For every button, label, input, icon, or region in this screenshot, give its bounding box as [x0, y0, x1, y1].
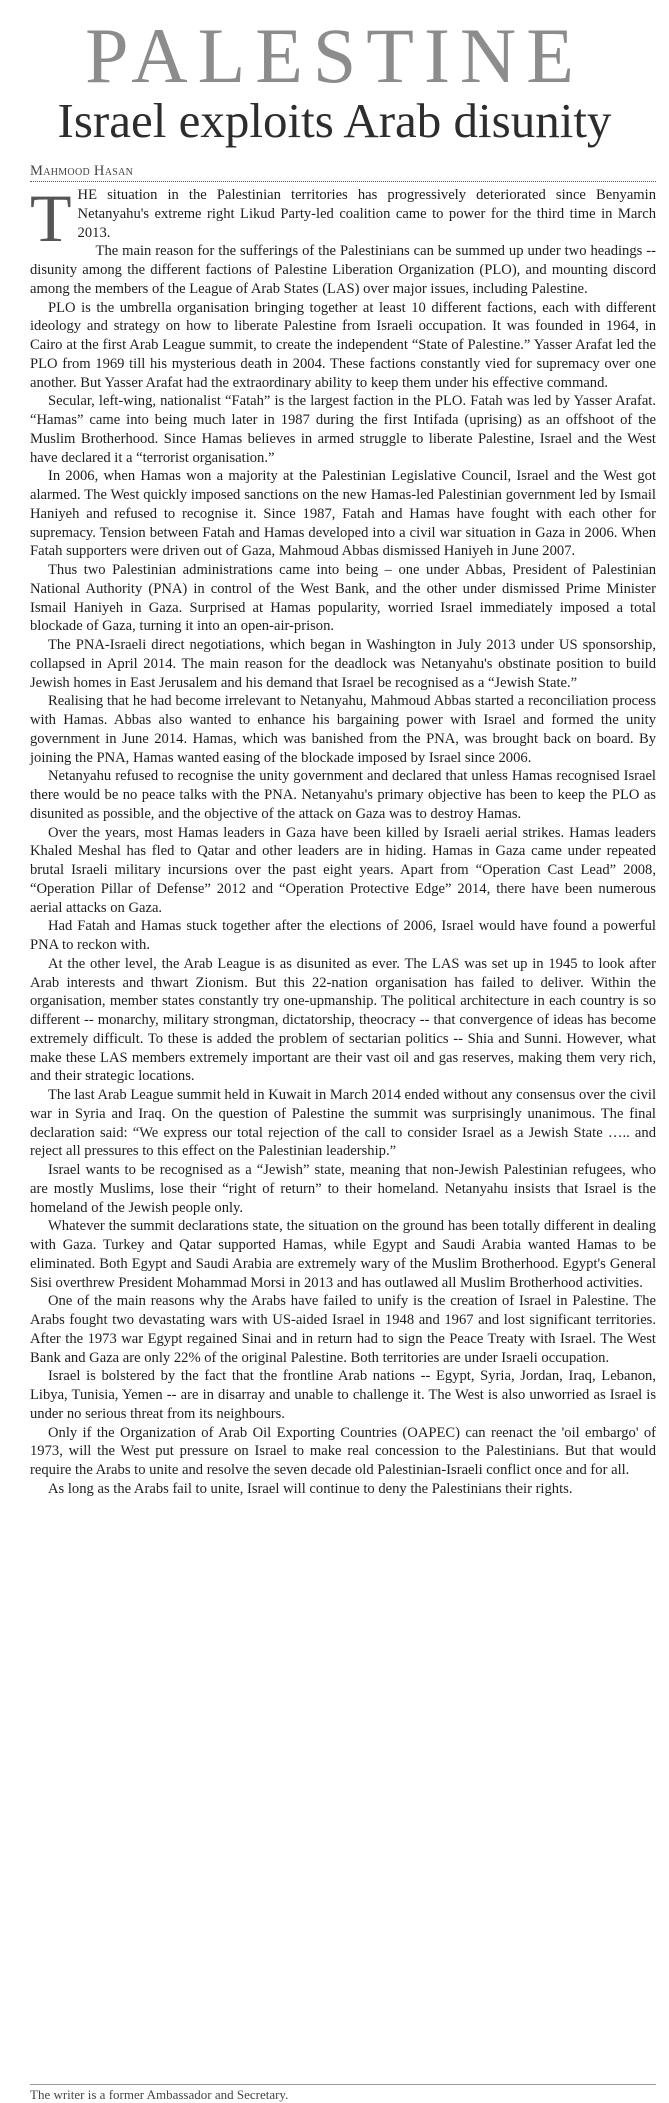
paragraph-4: Secular, left-wing, nationalist “Fatah” is the largest faction in the PLO. Fatah was led by Yasser Arafat. “Hamas” came into being much later in 1987 during the first Intifada (uprising) as an offshoot of the Muslim Brotherhood. Since Hamas believes in armed struggle to liberate Palestine, Israel and the West have declared it a “terrorist organisation.”	[30, 393, 656, 466]
author-note: The writer is a former Ambassador and Secretary.	[30, 2087, 289, 2102]
paragraph-8: Realising that he had become irrelevant to Netanyahu, Mahmoud Abbas started a reconciliation process with Hamas. Abbas also wanted to enhance his bargaining power with Israel and formed the unity government in June 2014. Hamas, which was banished from the PNA, was brought back on board. By joining the PNA, Hamas wanted easing of the blockade imposed by Israel since 2006.	[30, 693, 656, 766]
paragraph-6: Thus two Palestinian administrations came into being – one under Abbas, President of Palestinian National Authority (PNA) in control of the West Bank, and the other under dismissed Prime Minister Ismail Haniyeh in Gaza. Surprised at Hamas popularity, worried Israel immediately imposed a total blockade of Gaza, turning it into an open-air-prison.	[30, 562, 656, 635]
paragraph-19: As long as the Arabs fail to unite, Israel will continue to deny the Palestinians their rights.	[48, 1480, 573, 1497]
paragraph-10: Over the years, most Hamas leaders in Gaza have been killed by Israeli aerial strikes. Hamas leaders Khaled Meshal has fled to Qatar and other leaders are in hiding. Hamas in Gaza came under repeated brutal Israeli military incursions over the past eight years. Apart from “Operation Cast Lead” 2008, “Operation Pillar of Defense” 2012 and “Operation Protective Edge” 2014, there have been numerous aerial attacks on Gaza.	[30, 824, 656, 916]
paragraph-1: THE situation in the Palestinian territories has progressively deteriorated since Benyamin Netanyahu's extreme right Likud Party-led coalition came to power for the third time in March 2013.	[30, 180, 656, 256]
paragraph-5: In 2006, when Hamas won a majority at the Palestinian Legislative Council, Israel and the West got alarmed. The West quickly imposed sanctions on the new Hamas-led Palestinian government led by Ismail Haniyeh and refused to recognise it. Since 1987, Fatah and Hamas have fought with each other for supremacy. Tension between Fatah and Hamas developed into a civil war situation in Gaza in 2006. When Fatah supporters were driven out of Gaza, Mahmoud Abbas dismissed Haniyeh in June 2007.	[30, 468, 656, 560]
paragraph-12: At the other level, the Arab League is as disunited as ever. The LAS was set up in 1945 to look after Arab interests and thwart Zionism. But this 22-nation organisation has failed to deliver. Within the organisation, member states constantly try one-upmanship. The political architecture in each country is so different -- monarchy, military strongman, dictatorship, theocracy -- that convergence of ideas has become extremely difficult. To these is added the problem of sectarian politics -- Shia and Sunni. However, what make these LAS members extremely important are their vast oil and gas reserves, making them very rich, and their strategic locations.	[30, 955, 656, 1085]
paragraph-13: The last Arab League summit held in Kuwait in March 2014 ended without any consensus over the civil war in Syria and Iraq. On the question of Palestine the summit was surprisingly unanimous. The final declaration said: “We express our total rejection of the call to consider Israel as a Jewish State ….. and reject all pressures to this effect on the Palestinian leadership.”	[30, 1087, 656, 1160]
paragraph-3: PLO is the umbrella organisation bringing together at least 10 different factions, each with different ideology and strategy on how to liberate Palestine from Israeli occupation. It was founded in 1964, in Cairo at the first Arab League summit, to create the independent “State of Palestine.” Yasser Arafat led the PLO from 1969 till his mysterious death in 2004. These factions constantly vied for supremacy over one another. But Yasser Arafat had the extraordinary ability to keep them under his effective command.	[30, 299, 656, 391]
paragraph-14: Israel wants to be recognised as a “Jewish” state, meaning that non-Jewish Palestinian refugees, who are mostly Muslims, lose their “right of return” to their homeland. Netanyahu insists that Israel is the homeland of the Jewish people only.	[30, 1162, 656, 1216]
paragraph-15: Whatever the summit declarations state, the situation on the ground has been totally different in dealing with Gaza. Turkey and Qatar supported Hamas, while Egypt and Saudi Arabia wanted Hamas to be eliminated. Both Egypt and Saudi Arabia are extremely wary of the Muslim Brotherhood. Egypt's General Sisi overthrew President Mohammad Morsi in 2013 and has outlawed all Muslim Brotherhood activities.	[30, 1218, 656, 1291]
byline-divider	[30, 181, 656, 182]
article-body	[30, 180, 656, 1499]
paragraph-7: The PNA-Israeli direct negotiations, which began in Washington in July 2013 under US sponsorship, collapsed in April 2014. The main reason for the deadlock was Netanyahu's obstinate position to build Jewish homes in East Jerusalem and his demand that Israel be recognised as a “Jewish State.”	[30, 637, 656, 691]
paragraph-18: Only if the Organization of Arab Oil Exporting Countries (OAPEC) can reenact the 'oil embargo' of 1973, will the West put pressure on Israel to make real concession to the Palestinians. But that would require the Arabs to unite and resolve the seven decade old Palestinian-Israeli conflict once and for all.	[30, 1424, 656, 1478]
headline: Israel exploits Arab disunity	[57, 93, 612, 148]
paragraph-2: The main reason for the sufferings of the Palestinians can be summed up under two headings -- disunity among the different factions of Palestine Liberation Organization (PLO), and mounting discord among the members of the League of Arab States (LAS) over major issues, including Palestine.	[30, 243, 656, 297]
section-kicker: PALESTINE	[85, 12, 584, 99]
paragraph-9: Netanyahu refused to recognise the unity government and declared that unless Hamas recognised Israel there would be no peace talks with the PNA. Netanyahu's primary objective has been to keep the PLO as disunited as possible, and the objective of the attack on Gaza was to destroy Hamas.	[30, 768, 656, 822]
footer-divider	[30, 2084, 656, 2085]
drop-cap: T	[30, 180, 72, 256]
byline: Mahmood Hasan	[30, 163, 134, 179]
paragraph-17: Israel is bolstered by the fact that the frontline Arab nations -- Egypt, Syria, Jordan, Iraq, Lebanon, Libya, Tunisia, Yemen -- are in disarray and unable to challenge it. The West is also unworried as Israel is under no serious threat from its neighbours.	[30, 1368, 656, 1422]
paragraph-16: One of the main reasons why the Arabs have failed to unify is the creation of Israel in Palestine. The Arabs fought two devastating wars with US-aided Israel in 1948 and 1967 and lost significant territories. After the 1973 war Egypt regained Sinai and in return had to sign the Peace Treaty with Israel. The West Bank and Gaza are only 22% of the original Palestine. Both territories are under Israeli occupation.	[30, 1293, 656, 1366]
paragraph-11: Had Fatah and Hamas stuck together after the elections of 2006, Israel would have found a powerful PNA to reckon with.	[30, 918, 656, 953]
